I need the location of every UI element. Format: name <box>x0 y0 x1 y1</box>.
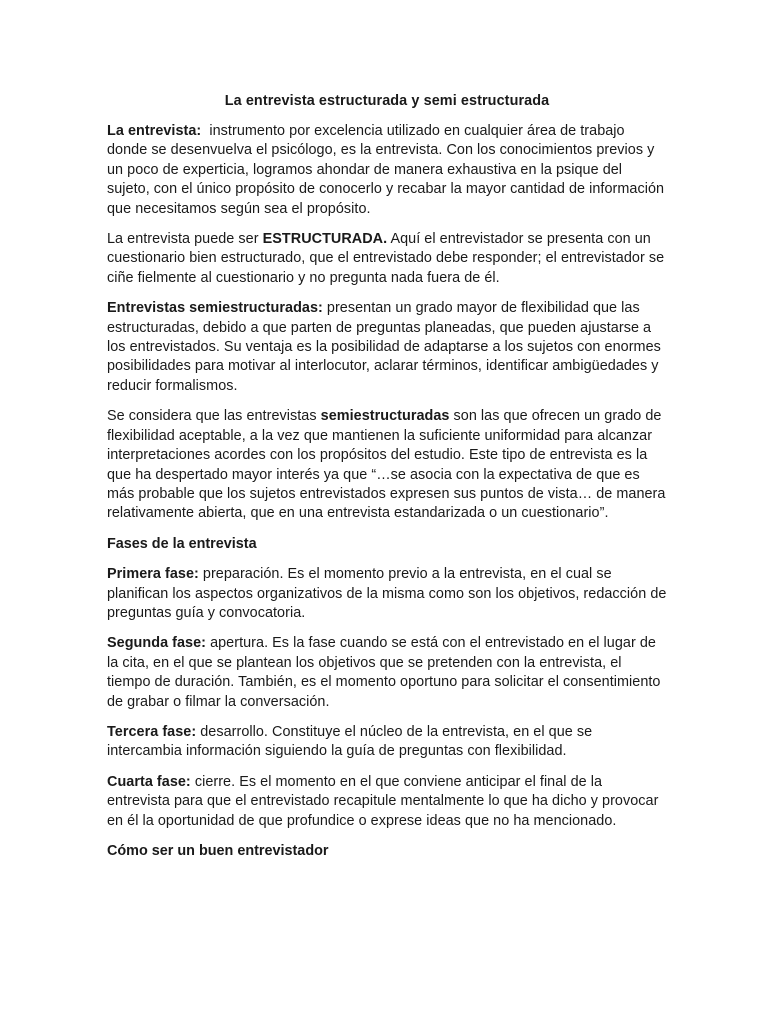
paragraph-text: son las que ofrecen un grado de flexibilidad aceptable, a la vez que mantienen la suficiente uniformidad para alcanzar interpretaciones acordes con los propósitos del estudio. Este tipo de entrevista es la que ha despertado mayor interés ya que “…se asocia con la expectativa de que es más probable que los sujetos entrevistados expresen sus puntos de vista… de manera relativamente abierta, que en una entrevista estandarizada o un cuestionario”. <box>107 408 666 522</box>
paragraph-estructurada <box>107 230 667 288</box>
paragraph-text: Aquí el entrevistador se presenta con un cuestionario bien estructurado, que el entrevistado debe responder; el entrevistador se ciñe fielmente al cuestionario y no pregunta nada fuera de él. <box>107 231 665 286</box>
document-page <box>107 91 667 872</box>
heading-fases: Fases de la entrevista <box>107 535 257 552</box>
paragraph-text: presentan un grado mayor de flexibilidad que las estructuradas, debido a que parten de preguntas planeadas, que pueden ajustarse a los entrevistados. Su ventaja es la posibilidad de adaptarse a los sujetos con enormes posibilidades para motivar al interlocutor, aclarar términos, identificar ambigüedades y reducir formalismos. <box>107 300 661 394</box>
paragraph-primera-fase <box>107 565 667 623</box>
heading-buen-entrevistador: Cómo ser un buen entrevistador <box>107 843 329 859</box>
paragraph-text: La entrevista puede ser <box>107 231 263 248</box>
paragraph-cuarta-fase <box>107 773 667 831</box>
term-estructurada: ESTRUCTURADA. <box>262 231 388 248</box>
term-entrevistas-semiestructuradas: Entrevistas semiestructuradas: <box>107 300 323 317</box>
paragraph-text: Se considera que las entrevistas <box>107 408 321 425</box>
paragraph-semiestructuradas <box>107 299 667 396</box>
term-cuarta-fase: Cuarta fase: <box>107 773 191 790</box>
paragraph-flexibilidad <box>107 407 667 523</box>
paragraph-text: cierre. Es el momento en el que conviene anticipar el final de la entrevista para que el entrevistado recapitule mentalmente lo que ha dicho y provocar en él la oportunidad de que profundice o exprese ideas que no ha mencionado. <box>107 773 659 829</box>
paragraph-text: desarrollo. Constituye el núcleo de la entrevista, en el que se intercambia información siguiendo la guía de preguntas con flexibilidad. <box>107 723 593 760</box>
document-title: La entrevista estructurada y semi estructurada <box>224 93 550 109</box>
paragraph-text: apertura. Es la fase cuando se está con el entrevistado en el lugar de la cita, en el que se plantean los objetivos que se pretenden con la entrevista, el tiempo de duración. También, es el momento oportuno para solicitar el consentimiento de grabar o filmar la conversación. <box>107 635 661 710</box>
term-primera-fase: Primera fase: <box>107 566 199 583</box>
paragraph-segunda-fase <box>107 634 667 712</box>
paragraph-text: instrumento por excelencia utilizado en cualquier área de trabajo donde se desenvuelva el psicólogo, es la entrevista. Con los conocimientos previos y un poco de experticia, logramos ahondar de manera exhaustiva en la psique del sujeto, con el único propósito de conocerlo y recabar la mayor cantidad de información que necesitamos según sea el propósito. <box>107 123 669 217</box>
paragraph-tercera-fase <box>107 723 667 762</box>
paragraph-la-entrevista <box>107 122 667 219</box>
term-segunda-fase: Segunda fase: <box>107 635 207 652</box>
paragraph-text: preparación. Es el momento previo a la entrevista, en el cual se planifican los aspectos organizativos de la misma como son los objetivos, redacción de preguntas guía y convocatoria. <box>107 566 667 621</box>
term-semiestructuradas: semiestructuradas <box>320 408 450 425</box>
term-tercera-fase: Tercera fase: <box>107 723 197 740</box>
term-la-entrevista: La entrevista: <box>107 123 202 139</box>
